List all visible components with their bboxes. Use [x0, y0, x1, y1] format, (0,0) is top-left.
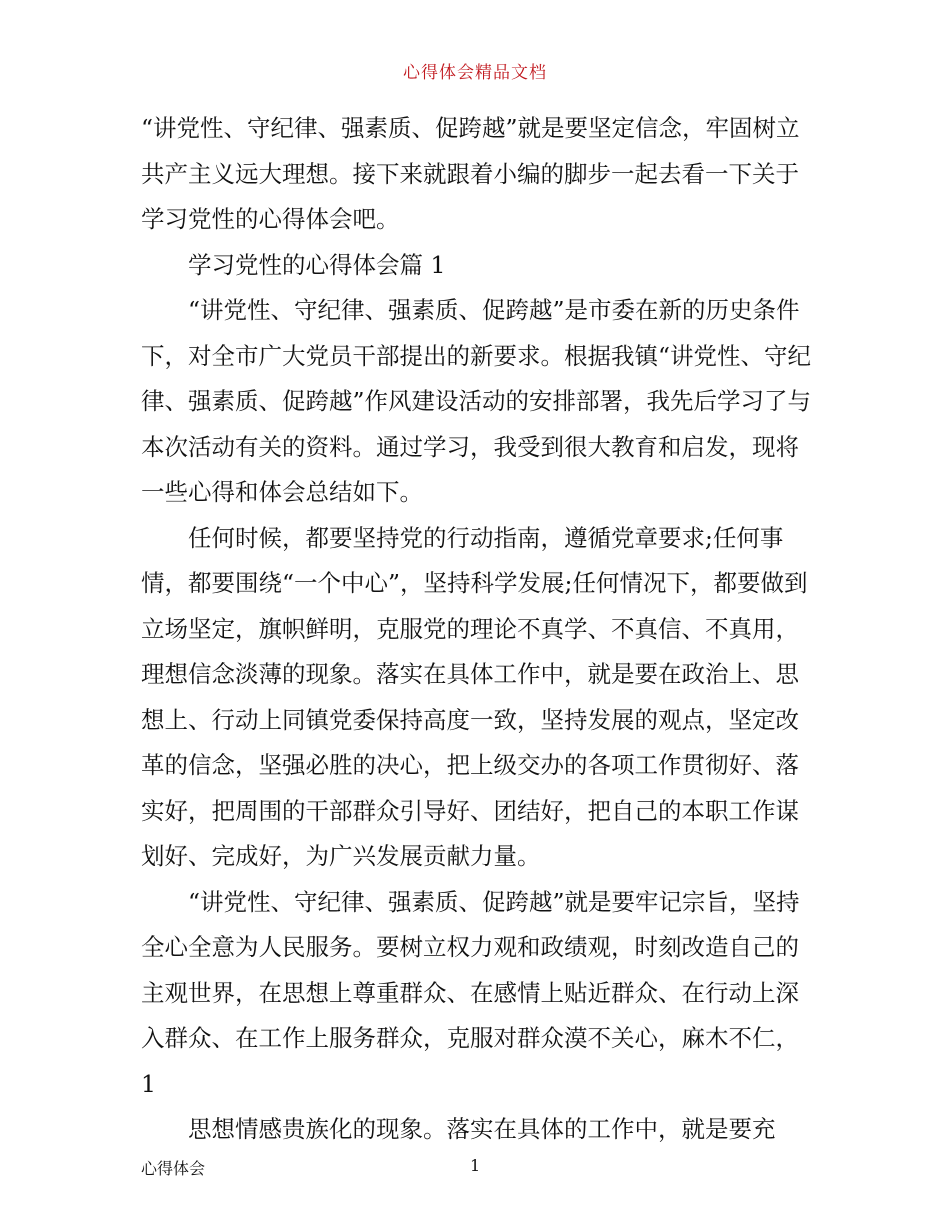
footer-label: 心得体会: [141, 1159, 206, 1178]
body-paragraph: 任何时候，都要坚持党的行动指南，遵循党章要求;任何事情，都要围绕“一个中心”，坚持科学发展;任何情况下，都要做到立场坚定，旗帜鲜明，克服党的理论不真学、不真信、不真用，理想信念淡薄的现象。落实在具体工作中，就是要在政治上、思想上、行动上同镇党委保持高度一致，坚持发展的观点，坚定改革的信念，坚强必胜的决心，把上级交办的各项工作贯彻好、落实好，把周围的干部群众引导好、团结好，把自己的本职工作谋划好、完成好，为广兴发展贡献力量。: [141, 523, 808, 870]
document-body: [141, 106, 813, 1153]
footer-page-number: 1: [470, 1156, 481, 1175]
body-paragraph: “讲党性、守纪律、强素质、促跨越”是市委在新的历史条件下，对全市广大党员干部提出的新要求。根据我镇“讲党性、守纪律、强素质、促跨越”作风建设活动的安排部署，我先后学习了与本次活动有关的资料。通过学习，我受到很大教育和启发，现将一些心得和体会总结如下。: [141, 296, 812, 506]
body-paragraph: 思想情感贵族化的现象。落实在具体的工作中，就是要充: [188, 1115, 776, 1143]
body-paragraph: “讲党性、守纪律、强素质、促跨越”就是要牢记宗旨，坚持全心全意为人民服务。要树立权力观和政绩观，时刻改造自己的主观世界，在思想上尊重群众、在感情上贴近群众、在行动上深入群众、在工作上服务群众，克服对群众漠不关心，麻木不仁， 1: [141, 887, 800, 1098]
page-header-title: 心得体会精品文档: [403, 63, 547, 83]
section-heading: 学习党性的心得体会篇 1: [188, 250, 446, 279]
intro-paragraph: “讲党性、守纪律、强素质、促跨越”就是要坚定信念，牢固树立共产主义远大理想。接下来就跟着小编的脚步一起去看一下关于学习党性的心得体会吧。: [141, 114, 800, 233]
